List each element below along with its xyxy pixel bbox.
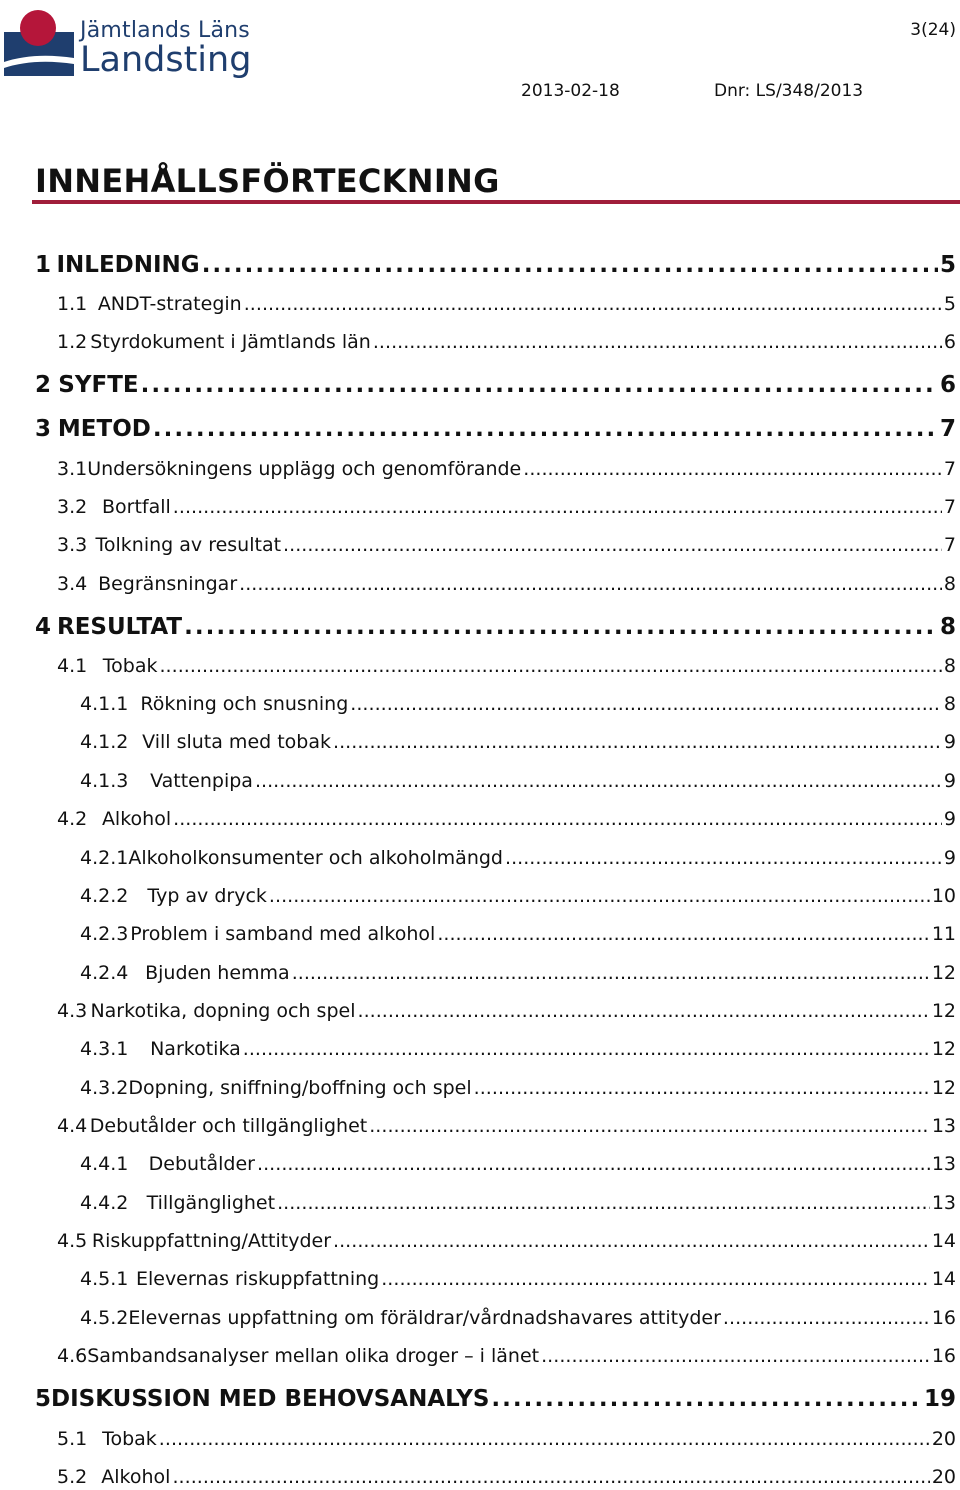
toc-entry-number: 5 bbox=[35, 1386, 52, 1412]
toc-entry-number: 5.2 bbox=[57, 1466, 88, 1488]
toc-entry-page: 9 bbox=[943, 847, 956, 869]
toc-entry[interactable] bbox=[57, 1230, 956, 1252]
toc-entry[interactable] bbox=[57, 496, 956, 518]
toc-entry-label: Vattenpipa bbox=[150, 770, 253, 792]
toc-entry-label: Bortfall bbox=[101, 496, 171, 518]
toc-dot-leader bbox=[153, 416, 938, 442]
toc-entry[interactable] bbox=[80, 731, 956, 753]
toc-entry[interactable] bbox=[80, 1153, 956, 1175]
toc-entry-page: 12 bbox=[931, 962, 956, 984]
toc-entry-number: 4.3.2 bbox=[80, 1077, 129, 1099]
toc-entry[interactable] bbox=[80, 1268, 956, 1290]
toc-entry-number: 4.2.3 bbox=[80, 923, 129, 945]
title-divider bbox=[32, 200, 960, 204]
toc-dot-leader bbox=[184, 614, 938, 640]
toc-entry-label: Tobak bbox=[102, 655, 158, 677]
toc-dot-leader bbox=[350, 693, 942, 715]
toc-entry-page: 5 bbox=[943, 293, 956, 315]
toc-dot-leader bbox=[292, 962, 930, 984]
toc-entry-number: 4.4.2 bbox=[80, 1192, 129, 1214]
document-reference-number: Dnr: LS/348/2013 bbox=[714, 81, 864, 101]
toc-entry-page: 7 bbox=[943, 458, 956, 480]
toc-entry-page: 20 bbox=[931, 1466, 956, 1488]
toc-entry-label: Alkoholkonsumenter och alkoholmängd bbox=[128, 847, 503, 869]
toc-entry[interactable] bbox=[80, 962, 956, 984]
toc-entry-label: SYFTE bbox=[58, 372, 139, 398]
toc-entry-page: 11 bbox=[931, 923, 956, 945]
toc-entry-page: 6 bbox=[943, 331, 956, 353]
toc-entry-label: RESULTAT bbox=[57, 614, 183, 640]
toc-entry-number: 3.2 bbox=[57, 496, 88, 518]
toc-entry-number: 2 bbox=[35, 372, 52, 398]
toc-entry-number: 4.5.2 bbox=[80, 1307, 129, 1329]
toc-entry-page: 20 bbox=[931, 1428, 956, 1450]
toc-dot-leader bbox=[159, 655, 941, 677]
toc-entry[interactable] bbox=[35, 1386, 956, 1412]
toc-entry-number: 4.2 bbox=[57, 808, 88, 830]
toc-entry-page: 5 bbox=[939, 252, 956, 278]
toc-entry-label: Tobak bbox=[102, 1428, 157, 1450]
toc-entry[interactable] bbox=[57, 534, 956, 556]
toc-entry-page: 6 bbox=[939, 372, 956, 398]
toc-entry-label: Alkohol bbox=[101, 808, 172, 830]
toc-entry-label: Rökning och snusning bbox=[140, 693, 349, 715]
toc-entry[interactable] bbox=[80, 1038, 956, 1060]
toc-entry-page: 12 bbox=[931, 1038, 956, 1060]
toc-dot-leader bbox=[255, 770, 942, 792]
toc-entry-number: 4.1.1 bbox=[80, 693, 129, 715]
toc-entry-number: 4.5.1 bbox=[80, 1268, 129, 1290]
toc-entry[interactable] bbox=[80, 770, 956, 792]
toc-entry[interactable] bbox=[57, 1345, 956, 1367]
toc-dot-leader bbox=[491, 1386, 922, 1412]
toc-entry-label: Alkohol bbox=[101, 1466, 171, 1488]
toc-entry-number: 4.4.1 bbox=[80, 1153, 129, 1175]
toc-entry[interactable] bbox=[80, 1307, 956, 1329]
toc-entry-page: 8 bbox=[943, 573, 956, 595]
toc-dot-leader bbox=[333, 1230, 930, 1252]
toc-entry-label: Elevernas riskuppfattning bbox=[135, 1268, 380, 1290]
toc-entry[interactable] bbox=[35, 416, 956, 442]
toc-entry-page: 14 bbox=[931, 1230, 956, 1252]
toc-entry-label: Narkotika, dopning och spel bbox=[90, 1000, 356, 1022]
toc-entry-number: 4.2.4 bbox=[80, 962, 129, 984]
toc-entry-page: 14 bbox=[931, 1268, 956, 1290]
toc-entry-number: 3.1 bbox=[57, 458, 88, 480]
toc-entry-page: 8 bbox=[943, 693, 956, 715]
toc-entry-number: 1 bbox=[35, 252, 52, 278]
toc-entry-label: DISKUSSION MED BEHOVSANALYS bbox=[51, 1386, 490, 1412]
toc-entry-number: 3 bbox=[35, 416, 52, 442]
toc-entry[interactable] bbox=[57, 1115, 956, 1137]
toc-entry-label: Styrdokument i Jämtlands län bbox=[90, 331, 371, 353]
toc-title: INNEHÅLLSFÖRTECKNING bbox=[35, 162, 500, 200]
toc-dot-leader bbox=[173, 808, 942, 830]
toc-entry[interactable] bbox=[57, 1428, 956, 1450]
toc-entry-label: INLEDNING bbox=[56, 252, 200, 278]
toc-dot-leader bbox=[333, 731, 942, 753]
toc-entry[interactable] bbox=[57, 1000, 956, 1022]
toc-dot-leader bbox=[373, 331, 942, 353]
toc-entry[interactable] bbox=[35, 614, 956, 640]
toc-entry-label: Dopning, sniffning/boffning och spel bbox=[128, 1077, 472, 1099]
toc-entry-label: Undersökningens upplägg och genomförande bbox=[87, 458, 522, 480]
toc-entry-number: 1.2 bbox=[57, 331, 88, 353]
toc-dot-leader bbox=[141, 372, 938, 398]
toc-dot-leader bbox=[474, 1077, 930, 1099]
toc-dot-leader bbox=[437, 923, 930, 945]
toc-entry[interactable] bbox=[57, 331, 956, 353]
toc-entry-page: 19 bbox=[923, 1386, 956, 1412]
toc-entry-page: 8 bbox=[943, 655, 956, 677]
toc-entry-page: 9 bbox=[943, 731, 956, 753]
toc-entry-page: 9 bbox=[943, 808, 956, 830]
toc-entry-page: 7 bbox=[943, 496, 956, 518]
logo-emblem-icon bbox=[4, 6, 80, 78]
toc-entry-label: Debutålder och tillgänglighet bbox=[89, 1115, 368, 1137]
toc-entry-label: Vill sluta med tobak bbox=[142, 731, 332, 753]
toc-entry-page: 8 bbox=[939, 614, 956, 640]
toc-entry[interactable] bbox=[35, 252, 956, 278]
toc-entry-label: Tillgänglighet bbox=[146, 1192, 276, 1214]
logo-wordmark bbox=[80, 20, 251, 78]
toc-entry-number: 4.3 bbox=[57, 1000, 88, 1022]
toc-entry[interactable] bbox=[57, 655, 956, 677]
toc-entry-number: 4 bbox=[35, 614, 52, 640]
toc-entry[interactable] bbox=[80, 847, 956, 869]
toc-entry-label: Begränsningar bbox=[98, 573, 238, 595]
logo-line-2: Landsting bbox=[80, 40, 252, 80]
toc-dot-leader bbox=[244, 293, 942, 315]
toc-entry-label: Tolkning av resultat bbox=[95, 534, 282, 556]
toc-dot-leader bbox=[173, 496, 942, 518]
toc-entry-page: 9 bbox=[943, 770, 956, 792]
toc-entry-page: 12 bbox=[931, 1077, 956, 1099]
toc-entry-label: Problem i samband med alkohol bbox=[130, 923, 436, 945]
toc-entry-number: 3.3 bbox=[57, 534, 88, 556]
toc-entry-number: 4.5 bbox=[57, 1230, 88, 1252]
toc-dot-leader bbox=[283, 534, 942, 556]
toc-entry-label: Sambandsanalyser mellan olika droger – i länet bbox=[87, 1345, 540, 1367]
toc-dot-leader bbox=[269, 885, 930, 907]
toc-entry-page: 16 bbox=[931, 1307, 956, 1329]
toc-entry[interactable] bbox=[57, 573, 956, 595]
toc-entry-label: Riskuppfattning/Attityder bbox=[91, 1230, 332, 1252]
toc-entry-page: 10 bbox=[931, 885, 956, 907]
toc-dot-leader bbox=[723, 1307, 930, 1329]
toc-entry-label: Bjuden hemma bbox=[145, 962, 290, 984]
toc-dot-leader bbox=[257, 1153, 930, 1175]
page-number: 3(24) bbox=[910, 20, 956, 40]
toc-entry-page: 16 bbox=[931, 1345, 956, 1367]
toc-entry[interactable] bbox=[80, 923, 956, 945]
toc-dot-leader bbox=[523, 458, 942, 480]
toc-dot-leader bbox=[239, 573, 942, 595]
toc-entry[interactable] bbox=[57, 458, 956, 480]
toc-entry-number: 4.4 bbox=[57, 1115, 88, 1137]
toc-dot-leader bbox=[172, 1466, 929, 1488]
toc-entry-page: 13 bbox=[931, 1192, 956, 1214]
toc-entry-number: 4.6 bbox=[57, 1345, 88, 1367]
toc-entry[interactable] bbox=[57, 808, 956, 830]
toc-entry-number: 4.3.1 bbox=[80, 1038, 129, 1060]
toc-entry[interactable] bbox=[80, 693, 956, 715]
organization-logo bbox=[4, 6, 252, 82]
toc-entry-number: 1.1 bbox=[57, 293, 88, 315]
toc-entry-number: 4.1.3 bbox=[80, 770, 129, 792]
toc-entry-number: 4.2.1 bbox=[80, 847, 129, 869]
toc-entry[interactable] bbox=[57, 1466, 956, 1488]
toc-entry-page: 12 bbox=[931, 1000, 956, 1022]
toc-entry[interactable] bbox=[80, 1192, 956, 1214]
toc-entry-number: 4.1 bbox=[57, 655, 88, 677]
toc-entry[interactable] bbox=[57, 293, 956, 315]
toc-entry-number: 4.2.2 bbox=[80, 885, 129, 907]
toc-dot-leader bbox=[243, 1038, 930, 1060]
toc-dot-leader bbox=[505, 847, 942, 869]
toc-entry-label: Typ av dryck bbox=[147, 885, 267, 907]
toc-entry-number: 5.1 bbox=[57, 1428, 88, 1450]
toc-entry-label: ANDT-strategin bbox=[97, 293, 242, 315]
toc-entry-page: 13 bbox=[931, 1153, 956, 1175]
toc-dot-leader bbox=[541, 1345, 930, 1367]
toc-dot-leader bbox=[277, 1192, 930, 1214]
toc-dot-leader bbox=[381, 1268, 930, 1290]
toc-entry-page: 7 bbox=[939, 416, 956, 442]
toc-entry[interactable] bbox=[80, 1077, 956, 1099]
toc-entry-number: 4.1.2 bbox=[80, 731, 129, 753]
toc-entry[interactable] bbox=[80, 885, 956, 907]
toc-entry-label: Debutålder bbox=[148, 1153, 255, 1175]
toc-dot-leader bbox=[357, 1000, 929, 1022]
toc-entry-page: 13 bbox=[931, 1115, 956, 1137]
toc-entry-label: METOD bbox=[57, 416, 151, 442]
document-date: 2013-02-18 bbox=[521, 81, 620, 101]
logo-line-1: Jämtlands Läns bbox=[80, 18, 250, 43]
toc-dot-leader bbox=[159, 1428, 930, 1450]
toc-dot-leader bbox=[369, 1115, 930, 1137]
toc-entry-label: Elevernas uppfattning om föräldrar/vårdnadshavares attityder bbox=[128, 1307, 721, 1329]
toc-dot-leader bbox=[202, 252, 938, 278]
toc-entry-page: 7 bbox=[943, 534, 956, 556]
toc-entry[interactable] bbox=[35, 372, 956, 398]
toc-entry-label: Narkotika bbox=[150, 1038, 241, 1060]
toc-entry-number: 3.4 bbox=[57, 573, 88, 595]
